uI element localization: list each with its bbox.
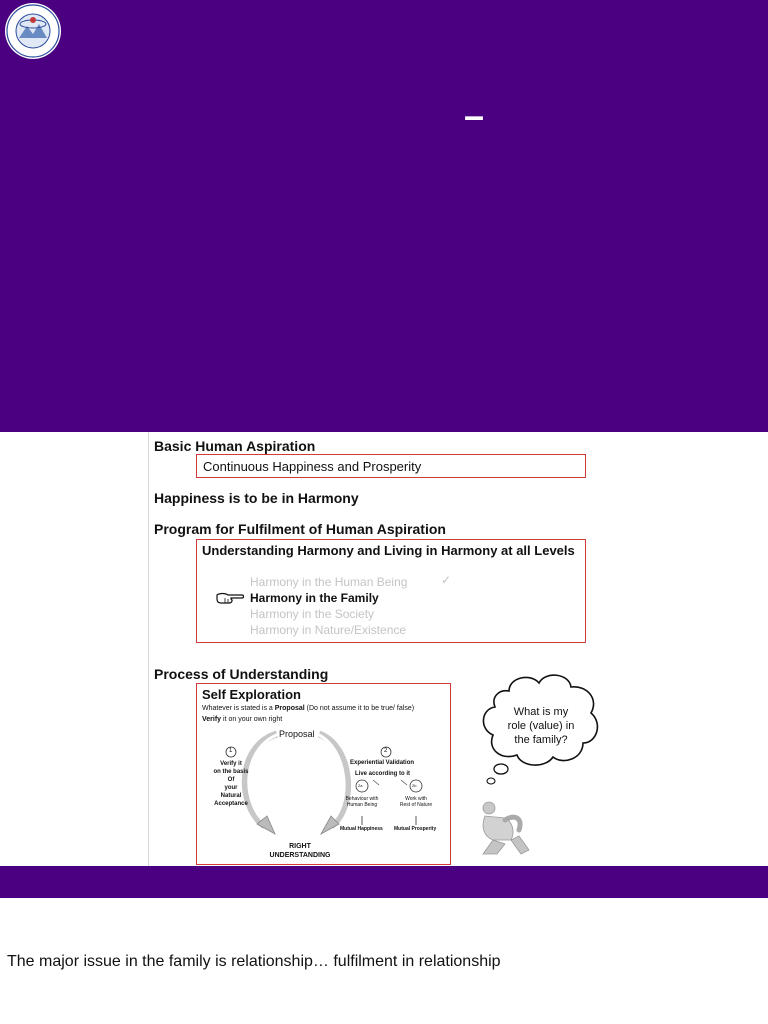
work-text	[396, 796, 436, 808]
title-dash: –	[464, 95, 485, 136]
footer-band	[0, 866, 768, 898]
verify-line-rest: it on your own right	[221, 716, 283, 723]
step1-line: on the basis	[213, 769, 249, 775]
program-box	[196, 539, 586, 643]
step1-number: 1	[229, 748, 233, 754]
right-understanding-text	[265, 842, 335, 860]
proposal-line-bold: Proposal	[274, 705, 305, 712]
happiness-heading: Happiness is to be in Harmony	[154, 490, 359, 506]
behaviour-text	[342, 796, 382, 808]
aspiration-heading: Basic Human Aspiration	[154, 438, 316, 454]
circle-2b-label: 2b	[412, 783, 417, 788]
caption-text: The major issue in the family is relationship… fulfilment in relationship	[7, 953, 501, 970]
live-text: Live according to it	[355, 771, 411, 777]
step1-line: Natural	[220, 793, 242, 799]
thinking-figure-icon	[475, 800, 533, 858]
thought-bubble-text	[501, 705, 581, 747]
level-human-being: Harmony in the Human Being	[250, 575, 408, 589]
behaviour-line: Human Being	[346, 802, 378, 808]
thought-line: the family?	[514, 734, 568, 746]
step1-text	[209, 760, 253, 808]
aspiration-box	[196, 454, 586, 478]
work-line: Rest of Nature	[399, 802, 433, 808]
self-exploration-box	[196, 683, 451, 865]
step1-line: Verify it	[220, 761, 242, 767]
thought-line: role (value) in	[507, 720, 575, 732]
program-heading: Program for Fulfilment of Human Aspiration	[154, 521, 446, 537]
right-understanding-line: UNDERSTANDING	[269, 852, 331, 859]
verify-line-bold: Verify	[202, 716, 222, 723]
circle-2a-label: 2a	[358, 783, 363, 788]
thought-line: What is my	[513, 706, 569, 718]
program-box-title: Understanding Harmony and Living in Harmony at all Levels	[202, 543, 575, 558]
behaviour-line: Behaviour with	[345, 796, 379, 802]
slide-image	[148, 432, 619, 866]
level-nature: Harmony in Nature/Existence	[250, 623, 407, 637]
right-understanding-line: RIGHT	[289, 843, 311, 850]
mutual-prosperity-text: Mutual Prosperity	[394, 826, 437, 832]
check-icon: ✓	[441, 573, 452, 587]
step1-line: your	[224, 785, 238, 791]
mutual-happiness-text: Mutual Happiness	[340, 826, 383, 832]
step2-text: Experiential Validation	[350, 760, 415, 766]
work-line: Work with	[405, 796, 427, 802]
proposal-line-paren: (Do not assume it to be true/ false)	[304, 705, 415, 712]
proposal-label: Proposal	[279, 729, 315, 739]
step1-line: Acceptance	[214, 801, 248, 807]
level-family: Harmony in the Family	[250, 591, 379, 605]
level-society: Harmony in the Society	[250, 607, 375, 621]
aspiration-box-text: Continuous Happiness and Prosperity	[203, 459, 422, 474]
self-exploration-title-text: Self Exploration	[202, 687, 301, 702]
proposal-line-pre: Whatever is stated is a	[202, 705, 275, 712]
pointing-hand-icon	[215, 591, 245, 605]
university-logo-icon	[2, 2, 64, 60]
header-band	[0, 0, 768, 432]
step1-line: Of	[227, 777, 235, 783]
process-heading: Process of Understanding	[154, 666, 329, 682]
step2-number: 2	[384, 748, 388, 754]
